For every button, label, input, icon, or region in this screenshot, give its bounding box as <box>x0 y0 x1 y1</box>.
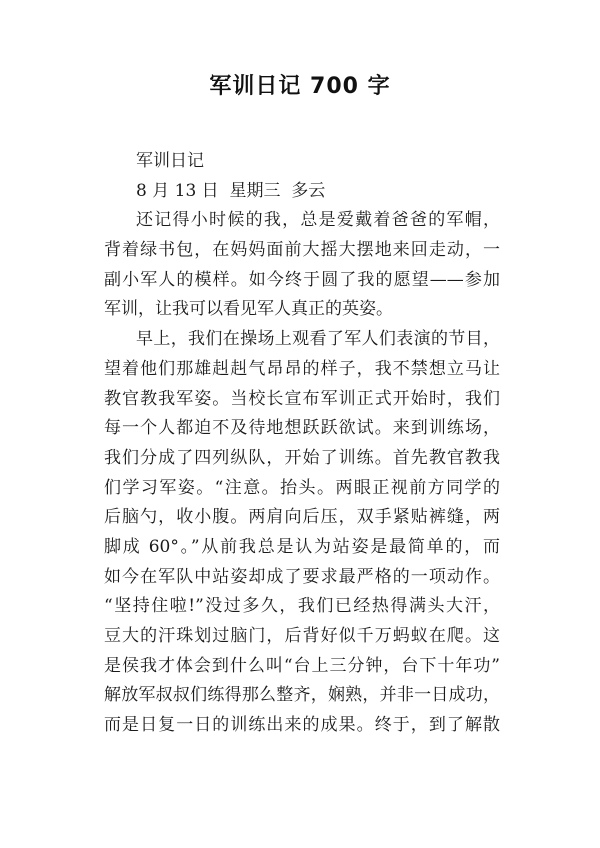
text-line: 们学习军姿。“注意。抬头。两眼正视前方同学的 <box>104 477 500 498</box>
text-line: 脚成 60°。”从前我总是认为站姿是最简单的，而 <box>104 536 500 557</box>
text-line: 我们分成了四列纵队，开始了训练。首先教官教我 <box>104 447 500 468</box>
date-line: 8 月 13 日 星期三 多云 <box>136 180 326 201</box>
text-line: 豆大的汗珠划过脑门，后背好似千万蚂蚁在爬。这 <box>104 626 500 646</box>
text-line: “坚持住啦!”没过多久，我们已经热得满头大汗， <box>104 596 500 617</box>
text-line: 是侯我才体会到什么叫“台上三分钟，台下十年功” <box>104 655 500 676</box>
text-line: 教官教我军姿。当校长宣布军训正式开始时，我们 <box>104 388 500 409</box>
text-line: 如今在军队中站姿却成了要求最严格的一项动作。 <box>104 566 500 587</box>
document-title: 军训日记 700 字 <box>209 74 391 99</box>
text-line: 军训，让我可以看见军人真正的英姿。 <box>104 299 393 320</box>
text-line: 副小军人的模样。如今终于圆了我的愿望——参加 <box>104 269 500 290</box>
text-line: 每一个人都迫不及待地想跃跃欲试。来到训练场， <box>104 418 500 439</box>
heading-line: 军训日记 <box>136 151 204 171</box>
text-line: 而是日复一日的训练出来的成果。终于，到了解散 <box>104 715 500 736</box>
text-line: 后脑勺，收小腹。两肩向后压，双手紧贴裤缝，两 <box>104 507 500 528</box>
document-body <box>104 147 500 741</box>
text-line: 背着绿书包，在妈妈面前大摇大摆地来回走动，一 <box>104 240 500 261</box>
text-line: 解放军叔叔们练得那么整齐，娴熟，并非一日成功， <box>104 685 500 706</box>
text-line: 早上，我们在操场上观看了军人们表演的节目， <box>136 329 500 350</box>
text-line: 还记得小时候的我，总是爱戴着爸爸的军帽， <box>136 210 500 231</box>
text-line: 望着他们那雄赳赳气昂昂的样子，我不禁想立马让 <box>104 358 500 379</box>
